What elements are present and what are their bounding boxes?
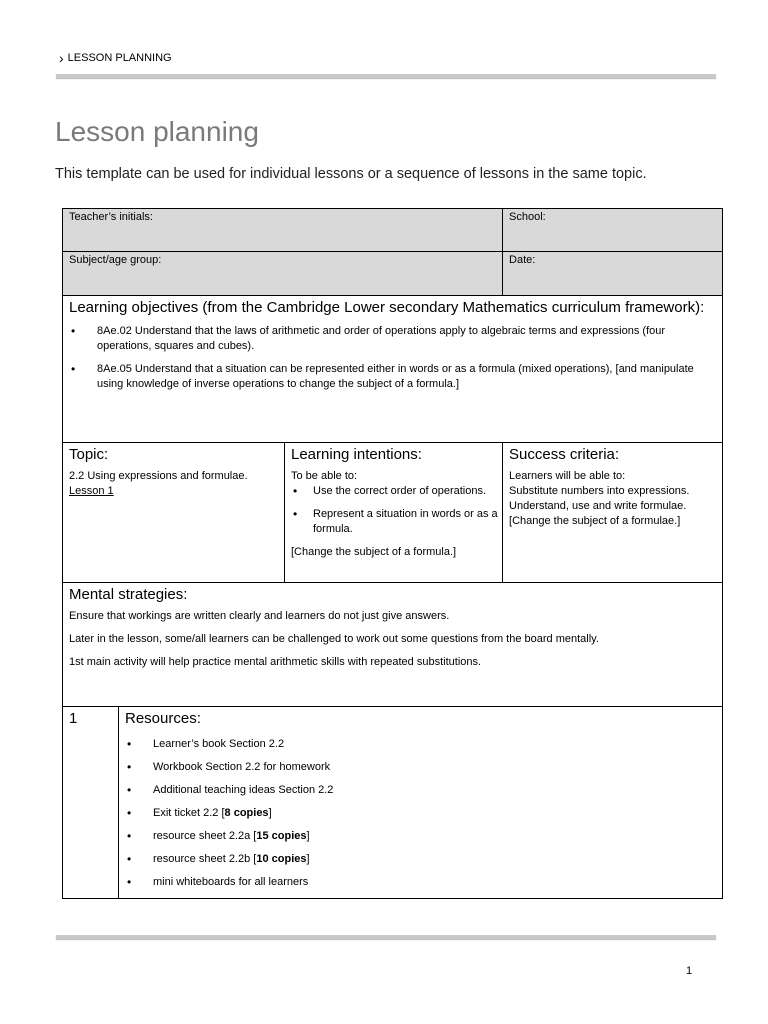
top-divider [56,74,716,78]
resources-cell [119,707,723,899]
objectives-cell [63,296,723,443]
school-field[interactable] [503,209,723,252]
resource-item: • Additional teaching ideas Section 2.2 [119,783,722,798]
resource-item: • Workbook Section 2.2 for homework [119,760,722,775]
success-line: Learners will be able to: [509,470,626,482]
running-header [59,49,172,66]
objective-item: • 8Ae.05 Understand that a situation can be represented either in words or as a formula (mixed operations), [and manipulate using knowledge of inverse operations to change the subject of a formula.] [63,362,722,392]
topic-cell [63,443,285,583]
intentions-heading: Learning intentions: [291,446,422,463]
topic-heading: Topic: [69,446,109,463]
teacher-initials-label: Teacher’s initials: [69,211,153,223]
page-title: Lesson planning [55,116,259,147]
mental-paragraph: Later in the lesson, some/all learners can be challenged to work out some questions from the board mentally. [69,633,599,645]
resource-item: • resource sheet 2.2b [10 copies] [119,852,722,867]
intentions-cell [285,443,503,583]
resource-item: • mini whiteboards for all learners [119,875,722,890]
teacher-initials-field[interactable] [63,209,503,252]
lesson-plan-table [62,208,723,899]
success-cell [503,443,723,583]
intention-item: • Use the correct order of operations. [285,484,502,499]
objective-item: • 8Ae.02 Understand that the laws of arithmetic and order of operations apply to algebraic terms and expressions (four operations, squares and cubes). [63,324,722,354]
school-label: School: [509,211,546,223]
mental-strategies-cell [63,583,723,707]
subject-field[interactable] [63,252,503,296]
breadcrumb: LESSON PLANNING [67,52,172,64]
subject-label: Subject/age group: [69,254,162,266]
chevron-right-icon: › [59,49,64,66]
intro-text: This template can be used for individual lessons or a sequence of lessons in the same topic. [55,166,647,182]
success-line: Understand, use and write formulae. [509,500,687,512]
stage-number-cell [63,707,119,899]
mental-paragraph: Ensure that workings are written clearly and learners do not just give answers. [69,610,450,622]
success-line: Substitute numbers into expressions. [509,485,690,497]
intentions-intro: To be able to: [291,470,358,482]
resource-item: • Learner’s book Section 2.2 [119,737,722,752]
objectives-heading: Learning objectives (from the Cambridge Lower secondary Mathematics curriculum framework): [69,299,705,316]
intentions-note: [Change the subject of a formula.] [291,546,457,558]
success-line: [Change the subject of a formulae.] [509,515,681,527]
bottom-divider [56,935,716,939]
resources-list [119,737,722,890]
resources-heading: Resources: [125,710,201,727]
topic-text: 2.2 Using expressions and formulae. [69,470,248,482]
stage-number: 1 [69,710,78,727]
mental-heading: Mental strategies: [69,586,188,603]
intention-item: • Represent a situation in words or as a formula. [285,507,502,537]
mental-paragraph: 1st main activity will help practice mental arithmetic skills with repeated substitutions. [69,656,482,668]
intentions-list [285,484,502,537]
resource-item: • resource sheet 2.2a [15 copies] [119,829,722,844]
date-field[interactable] [503,252,723,296]
page-number: 1 [686,965,693,977]
success-heading: Success criteria: [509,446,620,463]
objectives-list [63,324,722,392]
date-label: Date: [509,254,536,266]
lesson-link: Lesson 1 [69,485,114,497]
resource-item: • Exit ticket 2.2 [8 copies] [119,806,722,821]
